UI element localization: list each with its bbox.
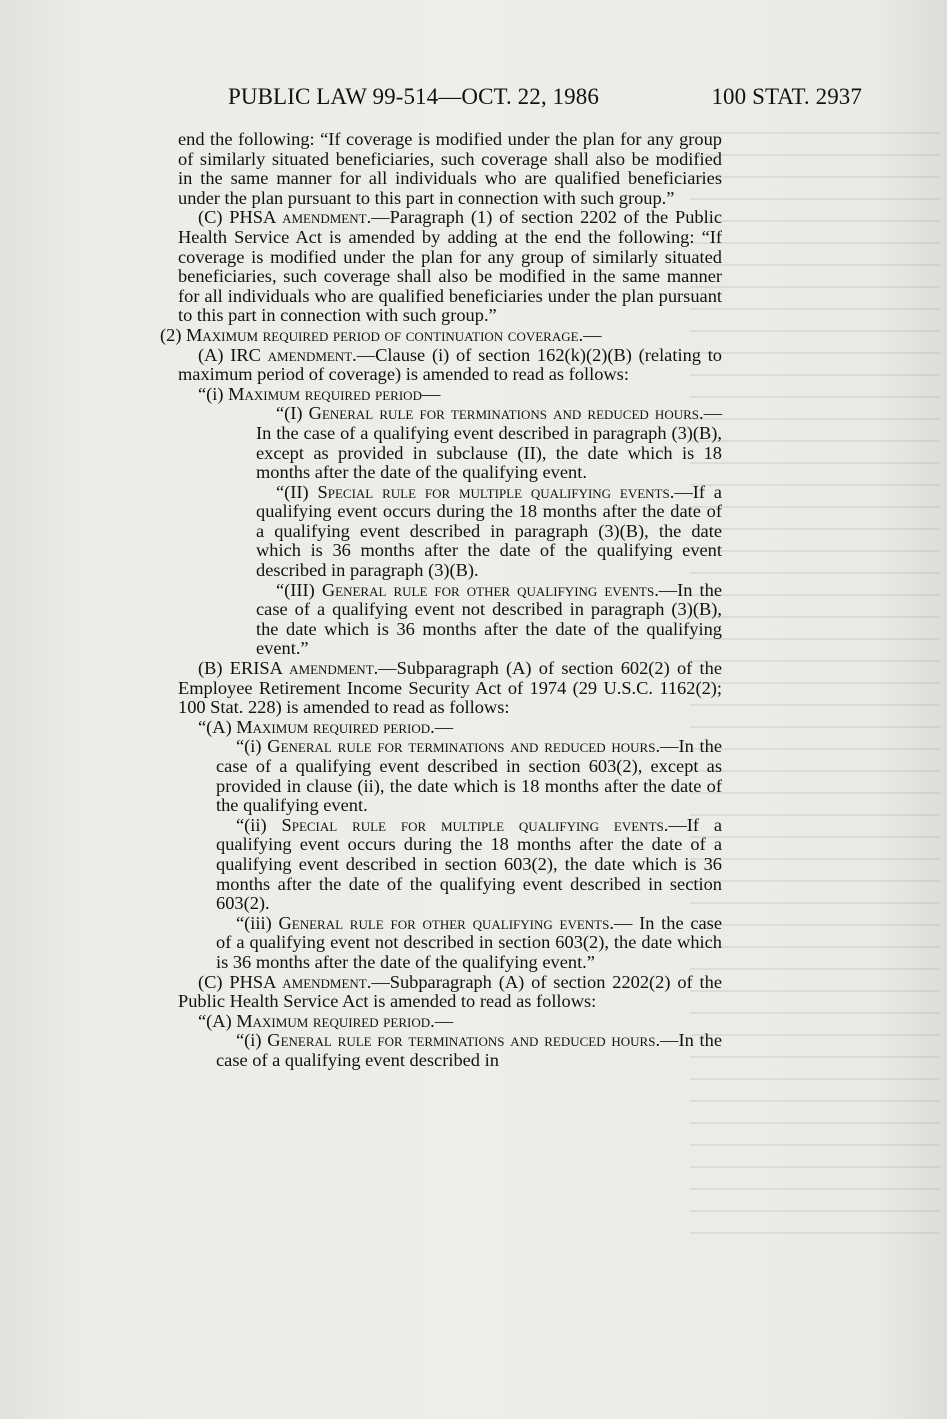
heading-smallcaps: aximum required period of continuation coverage [202,324,579,345]
paragraph-text: .—Subparagraph (A) of section 2202(2) of the Public Health Service Act is amended to read as follows: [178,971,722,1012]
paragraph-text: .—Clause (i) of section 162(k)(2)(B) (relating to maximum period of coverage) is amended to read as follows: [178,344,722,385]
paragraph [198,1012,722,1032]
paragraph [178,208,722,326]
paragraph-text: .— [578,324,602,345]
heading-lead: (2) M [160,324,203,345]
heading-lead: (A) IRC [198,344,268,365]
heading-lead: “(A) M [198,716,253,737]
heading-lead: “(iii) G [236,912,292,933]
heading-lead: (C) PHSA [198,971,283,992]
heading-lead: “(ii) S [236,814,292,835]
paragraph-text: .—Subparagraph (A) of section 602(2) of the Employee Retirement Income Security Act of 1974 (29 U.S.C. 1162(2); 100 Stat. 228) is amended to read as follows: [178,658,722,718]
paragraph-text: .—If a qualifying event occurs during the 18 months after the date of a qualifying event described in paragraph (3)(B), the date which is 36 months after the date of the qualifying event described in paragraph (3)(B). [256,481,722,581]
paragraph [256,581,722,659]
statute-text [160,129,723,1071]
paragraph-text: — [421,383,441,404]
heading-lead: “(i) G [236,736,281,757]
paragraph-text: .— [430,1010,454,1031]
heading-smallcaps: amendment [282,971,367,992]
paragraph [160,326,722,346]
heading-lead: (B) ERISA [198,658,290,679]
paragraph [216,816,722,914]
heading-smallcaps: eneral rule for other qualifying events [291,912,610,933]
heading-smallcaps: eneral rule for other qualifying events [335,579,655,600]
header-right: 100 STAT. 2937 [711,84,862,109]
paragraph [198,718,722,738]
heading-smallcaps: aximum required period [252,1010,431,1031]
heading-lead: “(A) M [198,1010,253,1031]
paragraph [178,659,722,718]
paragraph-text: .— [430,716,454,737]
heading-smallcaps: pecial rule for multiple qualifying events [291,814,664,835]
paragraph-text: .— In the case of a qualifying event not described in section 603(2), the date which is 36 months after the date of the qualifying event.” [216,912,723,972]
heading-lead: “(i) G [236,1030,281,1051]
paragraph-text: .—In the case of a qualifying event described in section 603(2), except as provided in clause (ii), the date which is 18 months after the date of the qualifying event. [216,736,723,816]
paragraph: end the following: “If coverage is modified under the plan for any group of similarly situated beneficiaries, such coverage shall also be modified in the same manner for all individuals who are qualified beneficiaries under the plan pursuant to this part in connection with such group.” [178,129,722,208]
heading-lead: “(III) G [276,579,336,600]
paragraph [216,737,722,815]
heading-smallcaps: pecial rule for multiple qualifying events [327,481,670,502]
heading-smallcaps: aximum required period [252,716,431,737]
heading-smallcaps: eneral rule for terminations and reduced hours [321,403,699,424]
heading-lead: “(I) G [276,403,322,424]
paragraph-text: .—If a qualifying event occurs during the 18 months after the date of a qualifying event described in section 603(2), the date which is 36 months after the date of the qualifying event described in section 603(2). [216,814,722,914]
header-left: PUBLIC LAW 99-514—OCT. 22, 1986 [228,84,599,109]
heading-smallcaps: eneral rule for terminations and reduced hours [280,736,656,757]
heading-lead: (C) PHSA [198,207,283,228]
paragraph-text: .—Paragraph (1) of section 2202 of the Public Health Service Act is amended by adding at the end the following: “If coverage is modified under the plan for any group of similarly situated beneficiaries, such coverage shall also be modified in the same manner for all individuals who are qualified beneficiaries under the plan pursuant to this part in connection with such group.” [178,207,722,326]
heading-smallcaps: amendment [289,658,374,679]
paragraph-text: .—In the case of a qualifying event described in [216,1030,723,1070]
paragraph-text: .—In the case of a qualifying event not described in paragraph (3)(B), the date which is 36 months after the date of the qualifying event.” [256,579,723,659]
paragraph-text: .—In the case of a qualifying event described in paragraph (3)(B), except as provided in subclause (II), the date which is 18 months after the date of the qualifying event. [256,403,722,483]
show-through-bleed [690,120,940,1240]
paragraph [216,914,722,973]
heading-smallcaps: eneral rule for terminations and reduced hours [280,1030,656,1051]
paragraph [198,385,722,405]
paragraph [178,346,722,385]
paragraph [178,973,722,1012]
paragraph [256,483,722,581]
heading-smallcaps: amendment [267,344,353,365]
paragraph [216,1031,722,1070]
paragraph [256,404,722,482]
heading-lead: “(II) S [276,481,328,502]
heading-smallcaps: amendment [282,207,367,228]
heading-lead: “(i) M [198,383,245,404]
heading-smallcaps: aximum required period [244,383,422,404]
